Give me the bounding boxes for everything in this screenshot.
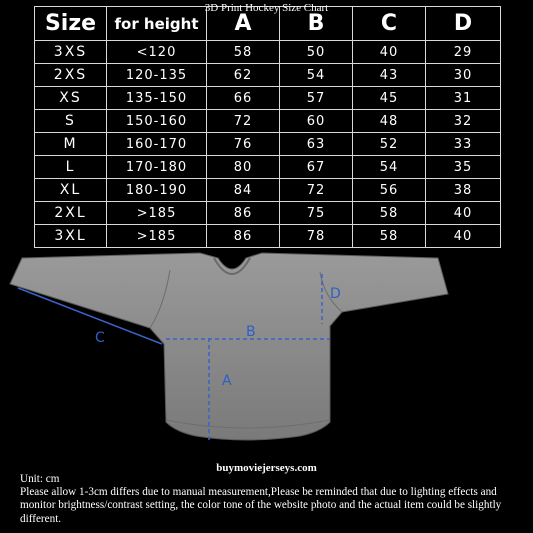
cell-c: 48 [353, 110, 426, 133]
unit-note: Unit: cm [20, 473, 60, 485]
cell-c: 45 [353, 87, 426, 110]
header-a: A [207, 7, 280, 41]
header-d: D [426, 7, 501, 41]
cell-c: 40 [353, 41, 426, 64]
cell-size: 3XS [35, 41, 107, 64]
cell-c: 58 [353, 202, 426, 225]
cell-size: M [35, 133, 107, 156]
header-c: C [353, 7, 426, 41]
cell-b: 72 [280, 179, 353, 202]
cell-d: 30 [426, 64, 501, 87]
cell-d: 31 [426, 87, 501, 110]
cell-b: 57 [280, 87, 353, 110]
label-a: A [222, 373, 232, 389]
table-row [35, 110, 501, 133]
notes [20, 473, 525, 526]
cell-height: 120-135 [107, 64, 207, 87]
cell-height: <120 [107, 41, 207, 64]
cell-d: 35 [426, 156, 501, 179]
label-b: B [246, 324, 256, 340]
cell-a: 80 [207, 156, 280, 179]
cell-d: 38 [426, 179, 501, 202]
cell-a: 86 [207, 225, 280, 248]
cell-size: XS [35, 87, 107, 110]
cell-height: >185 [107, 225, 207, 248]
cell-b: 75 [280, 202, 353, 225]
label-c: C [95, 330, 105, 346]
cell-a: 66 [207, 87, 280, 110]
cell-c: 54 [353, 156, 426, 179]
header-for-height: for height [107, 7, 207, 41]
cell-height: 170-180 [107, 156, 207, 179]
cell-a: 58 [207, 41, 280, 64]
cell-b: 60 [280, 110, 353, 133]
cell-height: 180-190 [107, 179, 207, 202]
cell-size: 2XS [35, 64, 107, 87]
header-size: Size [35, 7, 107, 41]
cell-height: >185 [107, 202, 207, 225]
cell-d: 40 [426, 202, 501, 225]
cell-c: 43 [353, 64, 426, 87]
table-row [35, 133, 501, 156]
site-url: buymoviejerseys.com [216, 462, 317, 474]
cell-size: XL [35, 179, 107, 202]
cell-c: 58 [353, 225, 426, 248]
cell-d: 40 [426, 225, 501, 248]
jersey-illustration [0, 250, 533, 460]
table-row [35, 87, 501, 110]
jersey-shape [10, 253, 448, 440]
cell-size: L [35, 156, 107, 179]
disclaimer: Please allow 1-3cm differs due to manual measurement,Please be reminded that due to lighting effects and monitor brightness/contrast setting, the color tone of the website photo and the actual item could be slightly different. [20, 486, 502, 525]
cell-c: 56 [353, 179, 426, 202]
cell-c: 52 [353, 133, 426, 156]
cell-b: 63 [280, 133, 353, 156]
header-b: B [280, 7, 353, 41]
table-row [35, 202, 501, 225]
size-table [34, 6, 501, 248]
cell-b: 54 [280, 64, 353, 87]
label-d: D [330, 286, 341, 302]
cell-a: 84 [207, 179, 280, 202]
cell-a: 86 [207, 202, 280, 225]
table-row [35, 225, 501, 248]
table-row [35, 156, 501, 179]
jersey-diagram [0, 250, 533, 460]
cell-size: S [35, 110, 107, 133]
table-row [35, 64, 501, 87]
cell-b: 78 [280, 225, 353, 248]
cell-d: 32 [426, 110, 501, 133]
cell-size: 2XL [35, 202, 107, 225]
cell-a: 62 [207, 64, 280, 87]
cell-d: 29 [426, 41, 501, 64]
cell-size: 3XL [35, 225, 107, 248]
cell-height: 150-160 [107, 110, 207, 133]
table-row [35, 41, 501, 64]
cell-d: 33 [426, 133, 501, 156]
cell-height: 160-170 [107, 133, 207, 156]
cell-a: 76 [207, 133, 280, 156]
table-row [35, 179, 501, 202]
cell-height: 135-150 [107, 87, 207, 110]
cell-a: 72 [207, 110, 280, 133]
cell-b: 67 [280, 156, 353, 179]
cell-b: 50 [280, 41, 353, 64]
chart-title: 3D Print Hockey Size Chart [204, 2, 329, 14]
